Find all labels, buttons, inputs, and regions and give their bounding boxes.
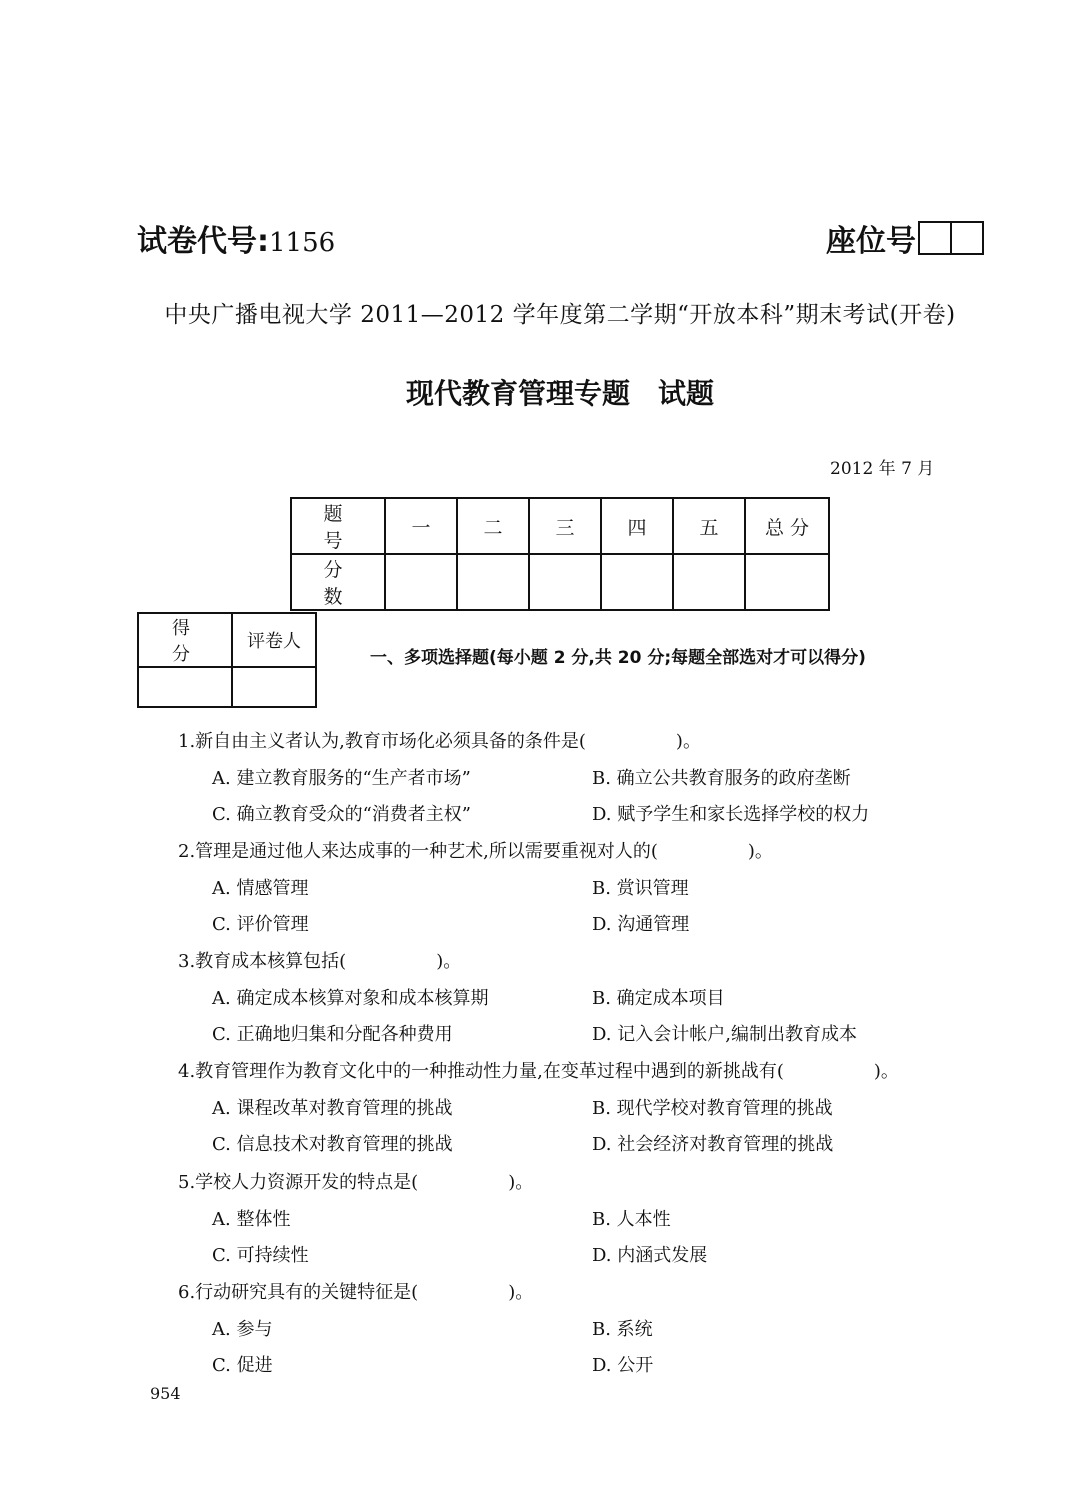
question-option: A. 课程改革对教育管理的挑战 xyxy=(212,1098,453,1119)
score-cell xyxy=(745,554,829,610)
question-option: C. 正确地归集和分配各种费用 xyxy=(212,1024,453,1045)
score-cell xyxy=(673,554,745,610)
grader-score-cell xyxy=(138,667,232,707)
question-option: C. 促进 xyxy=(212,1355,273,1376)
question-option: D. 赋予学生和家长选择学校的权力 xyxy=(592,804,870,825)
score-cell xyxy=(601,554,673,610)
grader-name-label: 评卷人 xyxy=(232,613,316,667)
question-option: B. 赏识管理 xyxy=(592,878,689,899)
section-title: 一、多项选择题(每小题 2 分,共 20 分;每题全部选对才可以得分) xyxy=(370,648,866,668)
score-table-col: 一 xyxy=(385,498,457,554)
score-table xyxy=(290,497,830,611)
question-stem: 2.管理是通过他人来达成事的一种艺术,所以需要重视对人的( )。 xyxy=(178,841,773,862)
question-stem: 6.行动研究具有的关键特征是( )。 xyxy=(178,1282,534,1303)
grader-table-header-row xyxy=(138,613,316,667)
score-cell xyxy=(385,554,457,610)
score-table-score-row xyxy=(291,554,829,610)
question-option: D. 记入会计帐户,编制出教育成本 xyxy=(592,1024,857,1045)
score-table-col: 总 分 xyxy=(745,498,829,554)
question-option: B. 现代学校对教育管理的挑战 xyxy=(592,1098,833,1119)
subject-title: 现代教育管理专题 试题 xyxy=(405,377,714,410)
question-option: C. 信息技术对教育管理的挑战 xyxy=(212,1134,453,1155)
question-stem: 1.新自由主义者认为,教育市场化必须具备的条件是( )。 xyxy=(178,731,701,752)
score-cell xyxy=(529,554,601,610)
question-option: A. 整体性 xyxy=(212,1209,291,1230)
question-stem: 5.学校人力资源开发的特点是( )。 xyxy=(178,1172,534,1193)
grader-table-blank-row xyxy=(138,667,316,707)
seat-box xyxy=(952,221,984,255)
score-table-row-label: 题 号 xyxy=(291,498,385,554)
question-option: B. 人本性 xyxy=(592,1209,671,1230)
score-table-header-row xyxy=(291,498,829,554)
question-option: A. 确定成本核算对象和成本核算期 xyxy=(212,988,489,1009)
score-cell xyxy=(457,554,529,610)
question-option: D. 社会经济对教育管理的挑战 xyxy=(592,1134,834,1155)
question-option: C. 可持续性 xyxy=(212,1245,309,1266)
question-option: A. 建立教育服务的“生产者市场” xyxy=(212,768,471,789)
exam-code-label: 试卷代号: xyxy=(137,224,269,259)
question-option: C. 确立教育受众的“消费者主权” xyxy=(212,804,471,825)
exam-code-value: 1156 xyxy=(269,228,336,258)
question-option: B. 确定成本项目 xyxy=(592,988,725,1009)
seat-number xyxy=(826,216,984,260)
grader-score-label: 得 分 xyxy=(138,613,232,667)
grader-name-cell xyxy=(232,667,316,707)
grader-table xyxy=(137,612,317,708)
question-option: B. 系统 xyxy=(592,1319,653,1340)
question-option: A. 参与 xyxy=(212,1319,273,1340)
question-stem: 4.教育管理作为教育文化中的一种推动性力量,在变革过程中遇到的新挑战有( )。 xyxy=(178,1061,899,1082)
score-table-col: 五 xyxy=(673,498,745,554)
score-table-col: 三 xyxy=(529,498,601,554)
question-stem: 3.教育成本核算包括( )。 xyxy=(178,951,462,972)
question-option: C. 评价管理 xyxy=(212,914,309,935)
seat-number-boxes xyxy=(918,221,984,255)
question-option: D. 沟通管理 xyxy=(592,914,690,935)
score-table-col: 二 xyxy=(457,498,529,554)
seat-number-label: 座位号 xyxy=(826,224,916,259)
question-option: D. 内涵式发展 xyxy=(592,1245,708,1266)
question-option: A. 情感管理 xyxy=(212,878,309,899)
page-number: 954 xyxy=(150,1384,181,1403)
exam-title: 中央广播电视大学 2011—2012 学年度第二学期“开放本科”期末考试(开卷) xyxy=(164,302,956,328)
exam-date: 2012 年 7 月 xyxy=(830,459,935,479)
seat-box xyxy=(918,221,952,255)
question-option: D. 公开 xyxy=(592,1355,654,1376)
question-option: B. 确立公共教育服务的政府垄断 xyxy=(592,768,851,789)
exam-code xyxy=(137,216,335,260)
score-table-row-label: 分 数 xyxy=(291,554,385,610)
score-table-col: 四 xyxy=(601,498,673,554)
